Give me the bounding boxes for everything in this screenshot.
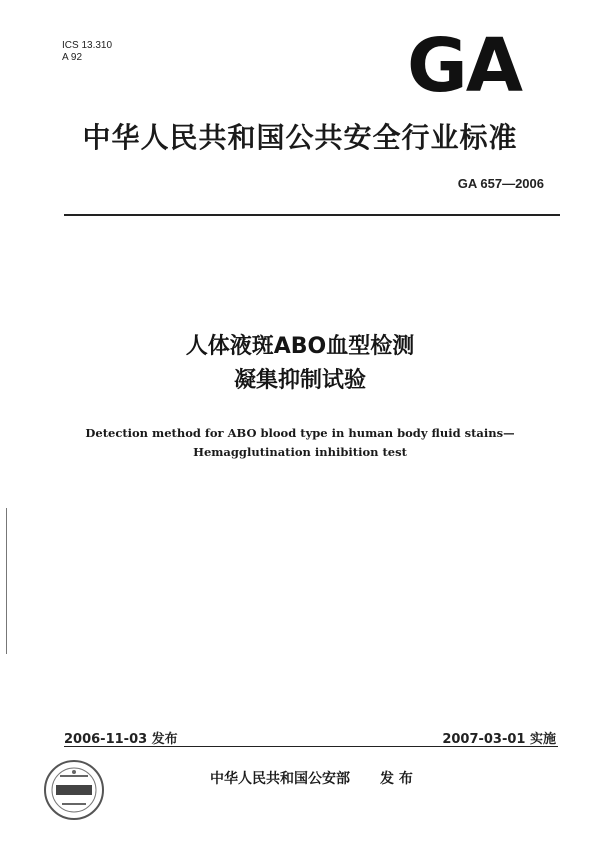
ga-logo: GA bbox=[406, 23, 521, 109]
standard-category-title: 中华人民共和国公共安全行业标准 bbox=[82, 121, 518, 154]
standard-number: GA 657—2006 bbox=[457, 176, 544, 191]
chinese-title-line-2: 凝集抑制试验 bbox=[233, 368, 366, 393]
issuing-authority bbox=[210, 768, 413, 788]
classification-codes bbox=[62, 40, 112, 64]
header-divider bbox=[64, 214, 560, 216]
chinese-title-line-1: 人体液斑ABO血型检测 bbox=[185, 334, 415, 359]
ccs-code: A 92 bbox=[62, 52, 83, 63]
footer-divider bbox=[64, 746, 558, 747]
issuer-action: 发 布 bbox=[380, 771, 413, 787]
issuer-name: 中华人民共和国公安部 bbox=[210, 771, 350, 787]
issue-date: 2006-11-03 发布 bbox=[64, 732, 178, 747]
english-title-line-1: Detection method for ABO blood type in human body fluid stains— bbox=[85, 426, 515, 440]
seal-stamp-icon bbox=[42, 758, 106, 822]
ics-code: ICS 13.310 bbox=[62, 40, 113, 51]
scan-edge-mark bbox=[6, 508, 7, 654]
implementation-date: 2007-03-01 实施 bbox=[442, 732, 556, 747]
chinese-title bbox=[0, 330, 600, 398]
english-title bbox=[0, 424, 600, 462]
english-title-line-2: Hemagglutination inhibition test bbox=[193, 445, 407, 459]
